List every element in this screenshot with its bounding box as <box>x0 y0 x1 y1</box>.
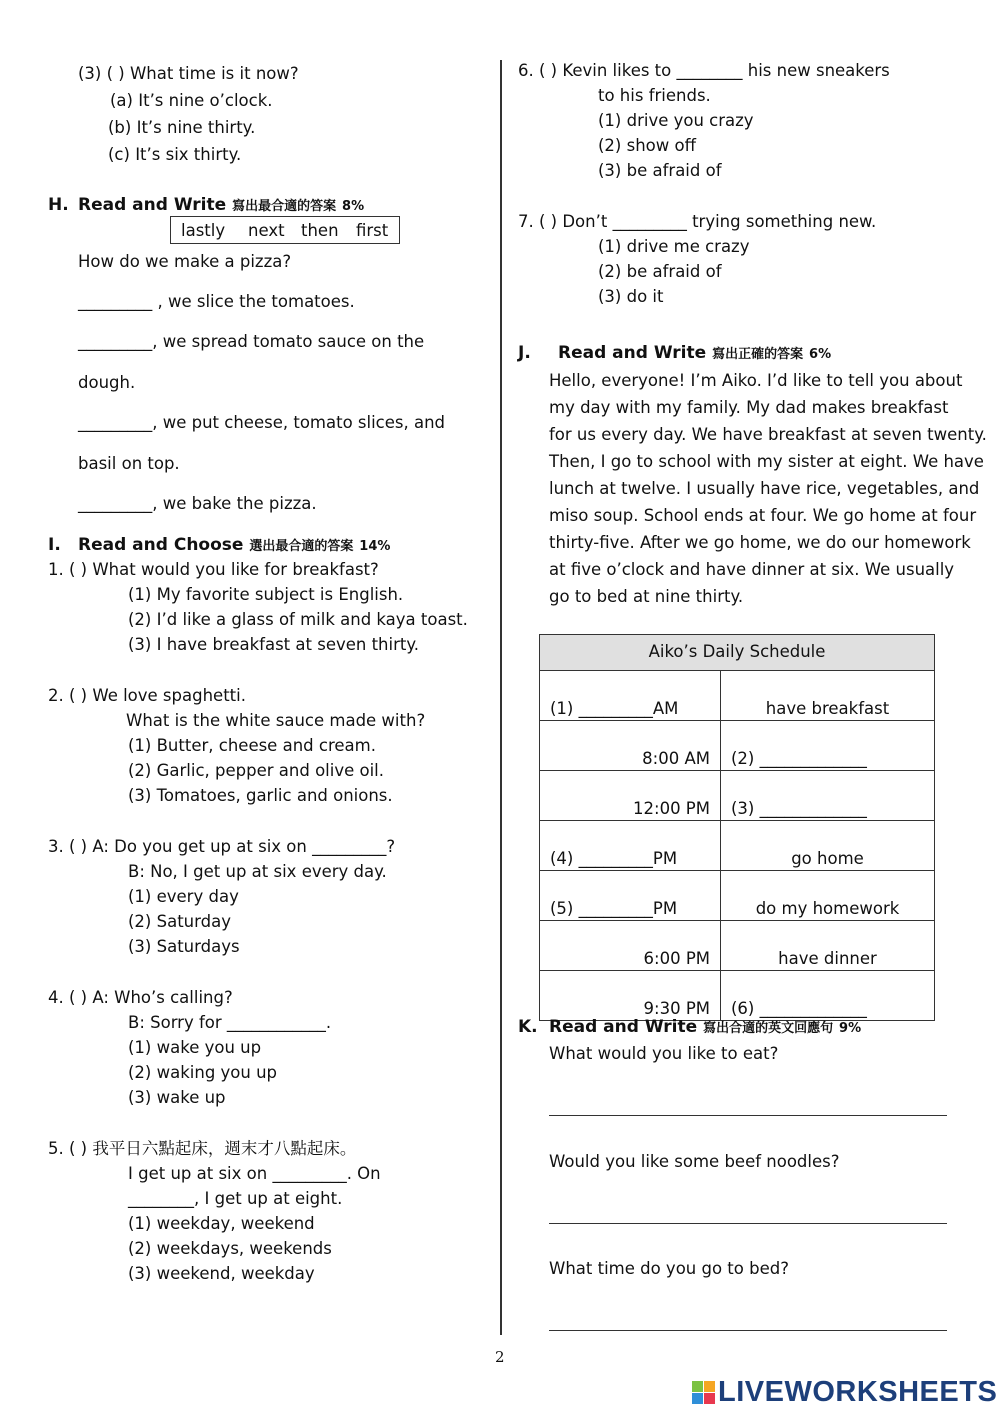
logo-text: LIVEWORKSHEETS <box>718 1376 998 1408</box>
option: (3) Tomatoes, garlic and onions. <box>128 786 393 805</box>
word-bank <box>170 216 400 244</box>
section-j-heading: J. Read and Write 寫出正確的答案 6% <box>518 343 832 363</box>
question: How do we make a pizza? <box>78 252 292 271</box>
time-cell: 8:00 AM <box>540 721 721 771</box>
column-divider <box>500 60 502 1335</box>
option: (3) weekend, weekday <box>128 1264 315 1283</box>
word: first <box>356 221 389 240</box>
option: (1) wake you up <box>128 1038 262 1057</box>
option: (2) waking you up <box>128 1063 278 1082</box>
time-cell[interactable]: (1) _________AM <box>540 671 721 721</box>
answer-line[interactable] <box>549 1223 947 1224</box>
time-cell[interactable]: (4) _________PM <box>540 821 721 871</box>
option: (3) I have breakfast at seven thirty. <box>128 635 420 654</box>
option: (3) Saturdays <box>128 937 240 956</box>
option: (1) drive you crazy <box>598 111 754 130</box>
passage-line: Then, I go to school with my sister at eight. We have <box>549 452 984 471</box>
time-cell: 6:00 PM <box>540 921 721 971</box>
question-text: What is the white sauce made with? <box>126 711 426 730</box>
option: (1) every day <box>128 887 239 906</box>
passage-line: thirty-five. After we go home, we do our homework <box>549 533 971 552</box>
option: (1) My favorite subject is English. <box>128 585 404 604</box>
option: (3) wake up <box>128 1088 226 1107</box>
passage-line: Hello, everyone! I’m Aiko. I’d like to tell you about <box>549 371 963 390</box>
table-row <box>540 871 935 921</box>
question-3[interactable]: 3. ( ) A: Do you get up at six on _________? <box>48 837 396 856</box>
word: then <box>301 221 339 240</box>
text-line: dough. <box>78 373 136 392</box>
word: lastly <box>181 221 226 240</box>
fill-line[interactable]: _________, we bake the pizza. <box>78 494 317 513</box>
page-number: 2 <box>495 1348 505 1366</box>
table-row <box>540 671 935 721</box>
liveworksheets-logo <box>692 1376 997 1409</box>
question-text: ________, I get up at eight. <box>128 1189 343 1208</box>
option: (2) Saturday <box>128 912 231 931</box>
answer-line[interactable] <box>549 1330 947 1331</box>
table-row <box>540 771 935 821</box>
activity-cell: do my homework <box>721 871 935 921</box>
option: (1) Butter, cheese and cream. <box>128 736 376 755</box>
table-row <box>540 821 935 871</box>
option: (2) show off <box>598 136 696 155</box>
section-k-heading: K. Read and Write 寫出合適的英文回應句 9% <box>518 1017 862 1037</box>
time-cell[interactable]: (5) _________PM <box>540 871 721 921</box>
activity-cell: have dinner <box>721 921 935 971</box>
table-row <box>540 971 935 1021</box>
option: (b) It’s nine thirty. <box>108 118 256 137</box>
question-text: to his friends. <box>598 86 711 105</box>
option: (2) be afraid of <box>598 262 722 281</box>
question-text: I get up at six on _________. On <box>128 1164 381 1183</box>
time-cell: 12:00 PM <box>540 771 721 821</box>
activity-cell[interactable]: (6) _____________ <box>721 971 935 1021</box>
passage-line: lunch at twelve. I usually have rice, vegetables, and <box>549 479 980 498</box>
question-4[interactable]: 4. ( ) A: Who’s calling? <box>48 988 233 1007</box>
text-line: basil on top. <box>78 454 180 473</box>
activity-cell[interactable]: (3) _____________ <box>721 771 935 821</box>
logo-blocks-icon <box>692 1381 715 1404</box>
section-h-heading: H. Read and Write 寫出最合適的答案 8% <box>48 195 365 215</box>
word: next <box>248 221 285 240</box>
question: What would you like to eat? <box>549 1044 779 1063</box>
question-text: B: Sorry for ____________. <box>128 1013 332 1032</box>
question-g3: (3) ( ) What time is it now? <box>78 64 299 83</box>
question-6[interactable]: 6. ( ) Kevin likes to ________ his new sneakers <box>518 61 890 80</box>
option: (2) weekdays, weekends <box>128 1239 332 1258</box>
passage-line: my day with my family. My dad makes breakfast <box>549 398 949 417</box>
fill-line[interactable]: _________, we put cheese, tomato slices, and <box>78 413 446 432</box>
option: (1) weekday, weekend <box>128 1214 315 1233</box>
section-i-heading: I. Read and Choose 選出最合適的答案 14% <box>48 535 391 555</box>
table-row <box>540 921 935 971</box>
option: (a) It’s nine o’clock. <box>110 91 273 110</box>
passage-line: for us every day. We have breakfast at seven twenty. <box>549 425 987 444</box>
question-2[interactable]: 2. ( ) We love spaghetti. <box>48 686 246 705</box>
time-cell: 9:30 PM <box>540 971 721 1021</box>
question-text: B: No, I get up at six every day. <box>128 862 387 881</box>
fill-line[interactable]: _________, we spread tomato sauce on the <box>78 332 425 351</box>
passage-line: go to bed at nine thirty. <box>549 587 744 606</box>
option: (2) Garlic, pepper and olive oil. <box>128 761 384 780</box>
option: (1) drive me crazy <box>598 237 750 256</box>
fill-line[interactable]: _________ , we slice the tomatoes. <box>78 292 355 311</box>
activity-cell: go home <box>721 821 935 871</box>
table-row <box>540 721 935 771</box>
schedule-title: Aiko’s Daily Schedule <box>540 635 935 671</box>
option: (3) do it <box>598 287 664 306</box>
schedule-table <box>539 634 935 1021</box>
option: (2) I’d like a glass of milk and kaya toast. <box>128 610 468 629</box>
question-5[interactable]: 5. ( ) 我平日六點起床，週末才八點起床。 <box>48 1139 357 1158</box>
question-1[interactable]: 1. ( ) What would you like for breakfast? <box>48 560 379 579</box>
option: (3) be afraid of <box>598 161 722 180</box>
passage-line: at five o’clock and have dinner at six. We usually <box>549 560 955 579</box>
option: (c) It’s six thirty. <box>108 145 242 164</box>
passage-line: miso soup. School ends at four. We go home at four <box>549 506 977 525</box>
activity-cell[interactable]: (2) _____________ <box>721 721 935 771</box>
question: Would you like some beef noodles? <box>549 1152 840 1171</box>
question-7[interactable]: 7. ( ) Don’t _________ trying something new. <box>518 212 877 231</box>
activity-cell: have breakfast <box>721 671 935 721</box>
answer-line[interactable] <box>549 1115 947 1116</box>
question: What time do you go to bed? <box>549 1259 789 1278</box>
